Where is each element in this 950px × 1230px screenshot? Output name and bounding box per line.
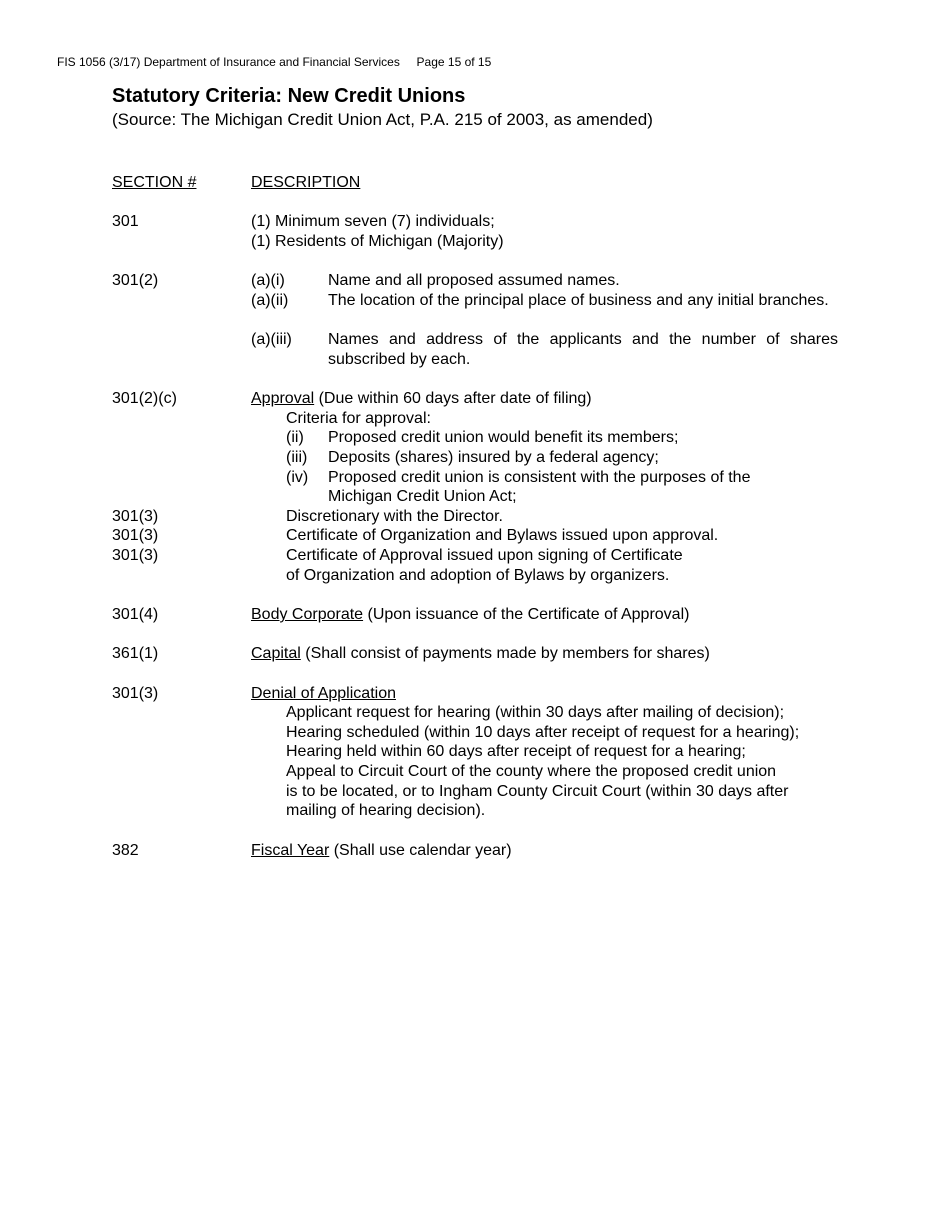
fiscal-year-line	[251, 841, 512, 861]
capital-line	[251, 644, 710, 664]
form-header	[57, 55, 491, 69]
description-line: Certificate of Organization and Bylaws issued upon approval.	[286, 527, 719, 544]
page-number: Page 15 of 15	[416, 55, 492, 69]
approval-heading: Approval	[251, 390, 315, 407]
description-line: of Organization and adoption of Bylaws by organizers.	[286, 567, 670, 584]
body-corporate-heading: Body Corporate	[251, 606, 364, 623]
approval-note: (Due within 60 days after date of filing)	[314, 390, 592, 407]
item-label: (a)(iii)	[251, 331, 292, 348]
fiscal-year-note: (Shall use calendar year)	[329, 842, 512, 859]
capital-heading: Capital	[251, 645, 301, 662]
capital-note: (Shall consist of payments made by members for shares)	[300, 645, 710, 662]
criteria-label: Criteria for approval:	[286, 410, 431, 427]
denial-heading: Denial of Application	[251, 685, 396, 702]
denial-line: Hearing held within 60 days after receipt of request for a hearing;	[286, 743, 746, 760]
item-text: Name and all proposed assumed names.	[328, 272, 620, 289]
criteria-text: Proposed credit union would benefit its members;	[328, 429, 679, 446]
section-number: 301	[112, 213, 139, 230]
criteria-number: (iv)	[286, 469, 309, 486]
description-line: (1) Residents of Michigan (Majority)	[251, 233, 504, 250]
criteria-text: Proposed credit union is consistent with the purposes of the	[328, 469, 751, 486]
denial-line: mailing of hearing decision).	[286, 802, 486, 819]
description-line: Discretionary with the Director.	[286, 508, 503, 525]
section-column-header: SECTION #	[112, 174, 197, 191]
criteria-number: (iii)	[286, 449, 308, 466]
denial-line: Appeal to Circuit Court of the county where the proposed credit union	[286, 763, 777, 780]
criteria-text: Deposits (shares) insured by a federal agency;	[328, 449, 659, 466]
section-number: 361(1)	[112, 645, 159, 662]
body-corporate-line	[251, 605, 689, 625]
criteria-number: (ii)	[286, 429, 304, 446]
fiscal-year-heading: Fiscal Year	[251, 842, 330, 859]
item-label: (a)(ii)	[251, 292, 289, 309]
section-number: 301(2)	[112, 272, 159, 289]
description-column-header: DESCRIPTION	[251, 174, 361, 191]
description-line: Certificate of Approval issued upon signing of Certificate	[286, 547, 683, 564]
item-text: The location of the principal place of business and any initial branches.	[328, 292, 829, 309]
item-label: (a)(i)	[251, 272, 285, 289]
form-id: FIS 1056 (3/17) Department of Insurance and Financial Services	[57, 55, 400, 69]
page-title: Statutory Criteria: New Credit Unions	[112, 85, 466, 107]
section-number: 301(2)(c)	[112, 390, 177, 407]
item-text: Names and address of the applicants and the number of shares subscribed by each.	[328, 331, 838, 368]
section-number: 301(3)	[112, 547, 159, 564]
section-number: 301(3)	[112, 508, 159, 525]
section-number: 301(3)	[112, 685, 159, 702]
criteria-text: Michigan Credit Union Act;	[328, 488, 517, 505]
source-citation: (Source: The Michigan Credit Union Act, P.A. 215 of 2003, as amended)	[112, 110, 653, 129]
approval-heading-line	[251, 389, 592, 409]
body-corporate-note: (Upon issuance of the Certificate of Approval)	[363, 606, 690, 623]
denial-line: Applicant request for hearing (within 30 days after mailing of decision);	[286, 704, 785, 721]
section-number: 382	[112, 842, 139, 859]
description-line: (1) Minimum seven (7) individuals;	[251, 213, 495, 230]
denial-line: is to be located, or to Ingham County Circuit Court (within 30 days after	[286, 783, 789, 800]
section-number: 301(3)	[112, 527, 159, 544]
denial-line: Hearing scheduled (within 10 days after receipt of request for a hearing);	[286, 724, 800, 741]
section-number: 301(4)	[112, 606, 159, 623]
